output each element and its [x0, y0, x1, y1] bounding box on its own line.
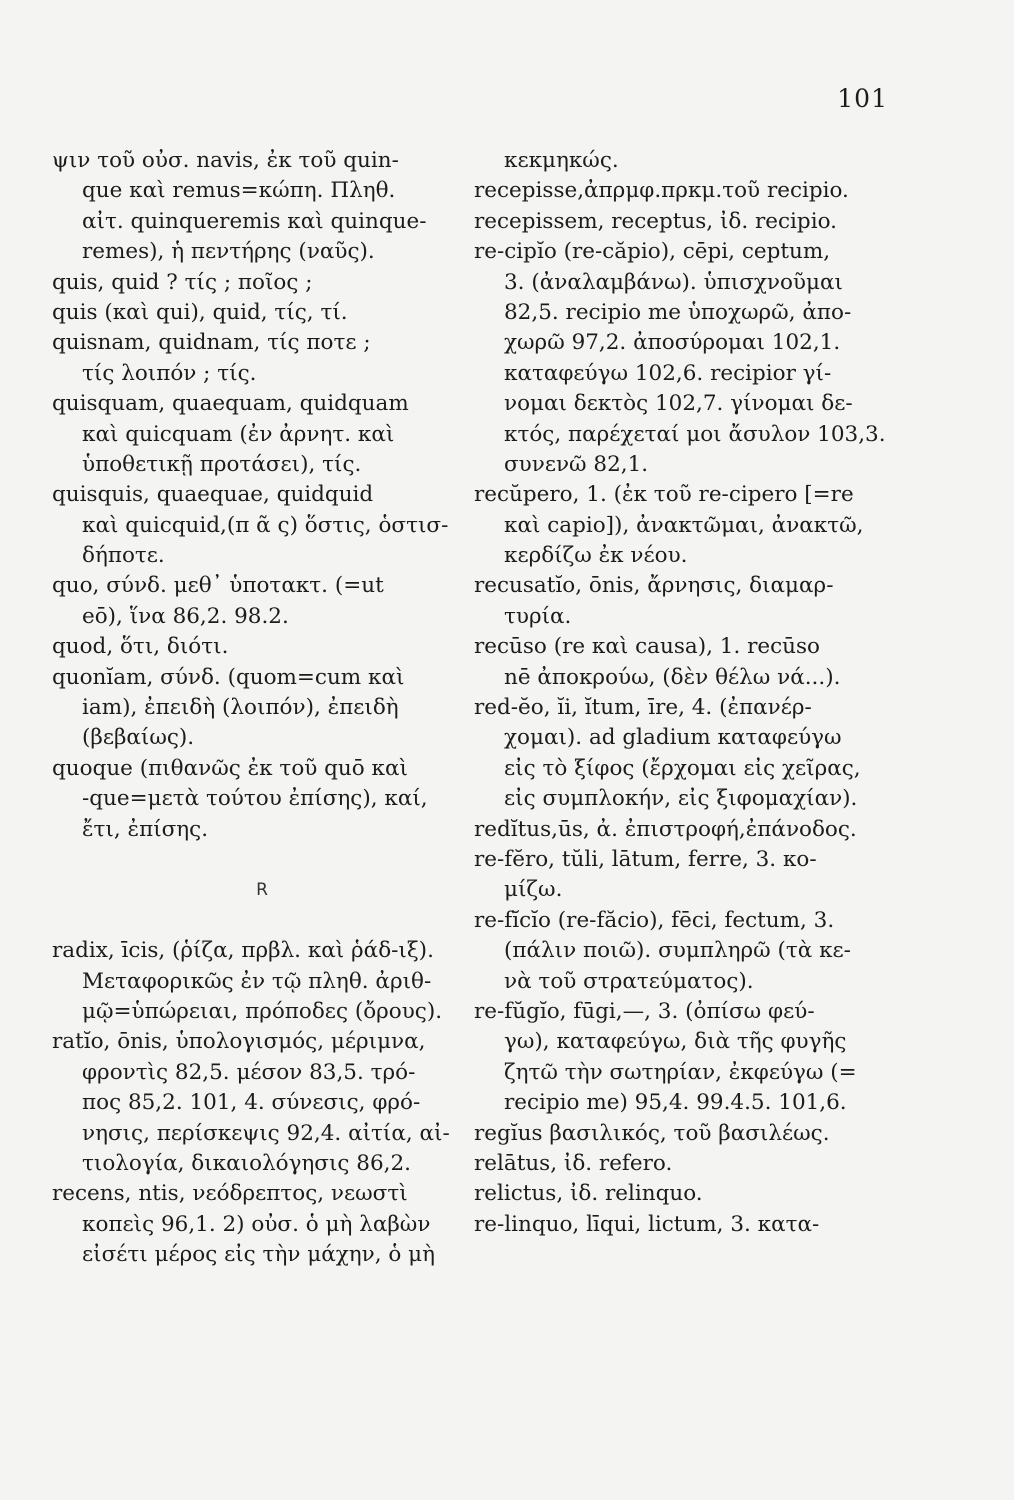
dictionary-line: συνενῶ 82,1. — [504, 451, 649, 477]
dictionary-line: quo, σύνδ. μεθ᾽ ὑποτακτ. (=ut — [52, 573, 384, 599]
dictionary-line: ζητῶ τὴν σωτηρίαν, ἐκφεύγω (= — [504, 1059, 857, 1085]
dictionary-line: καὶ quicquam (ἐν ἀρνητ. καὶ — [82, 421, 395, 447]
dictionary-line: re-fŭgĭo, fūgi,—, 3. (ὀπίσω φεύ- — [474, 998, 815, 1024]
page-number: 101 — [837, 84, 888, 113]
dictionary-line: recusatĭo, ōnis, ἄρνησις, διαμαρ- — [474, 573, 834, 599]
dictionary-line: redĭtus,ūs, ἀ. ἐπιστροφή,ἐπάνοδος. — [474, 816, 857, 842]
dictionary-line: red-ĕo, ĭi, ĭtum, īre, 4. (ἐπανέρ- — [474, 695, 812, 721]
dictionary-line: regĭus βασιλικός, τοῦ βασιλέως. — [474, 1120, 830, 1146]
dictionary-line: quis, quid ? τίς ; ποῖος ; — [52, 269, 313, 295]
dictionary-line: eō), ἵνα 86,2. 98.2. — [82, 603, 289, 629]
dictionary-line: τιολογία, δικαιολόγησις 86,2. — [82, 1150, 411, 1176]
dictionary-line: recepissem, receptus, ἰδ. recipio. — [474, 208, 837, 234]
dictionary-line: νησις, περίσκεψις 92,4. αἰτία, αἰ- — [82, 1120, 450, 1146]
dictionary-line: νὰ τοῦ στρατεύματος). — [504, 968, 754, 994]
left-column — [52, 146, 472, 1270]
dictionary-line: αἰτ. quinqueremis καὶ quinque- — [82, 208, 427, 234]
dictionary-line: ψιν τοῦ οὐσ. navis, ἐκ τοῦ quin- — [52, 148, 399, 173]
dictionary-line: re-cipĭo (re-căpio), cēpi, ceptum, — [474, 239, 831, 265]
dictionary-line: recepisse,ἀπρμφ.πρκμ.τοῦ recipio. — [474, 178, 849, 204]
dictionary-line: iam), ἐπειδὴ (λοιπόν), ἐπειδὴ — [82, 695, 399, 721]
dictionary-line: κερδίζω ἐκ νέου. — [504, 543, 688, 569]
dictionary-line: relictus, ἰδ. relinquo. — [474, 1181, 703, 1207]
dictionary-line: κοπεὶς 96,1. 2) οὐσ. ὁ μὴ λαβὼν — [82, 1211, 431, 1237]
dictionary-line: recŭpero, 1. (ἐκ τοῦ re-cipero [=re — [474, 482, 854, 508]
dictionary-line: quisquam, quaequam, quidquam — [52, 391, 409, 417]
dictionary-line: εἰσέτι μέρος εἰς τὴν μάχην, ὁ μὴ — [82, 1242, 436, 1268]
dictionary-line: ratĭo, ōnis, ὑπολογισμός, μέριμνα, — [52, 1029, 426, 1055]
dictionary-line: 82,5. recipio me ὑποχωρῶ, ἀπο- — [504, 299, 852, 325]
dictionary-line: quisnam, quidnam, τίς ποτε ; — [52, 330, 371, 356]
dictionary-line: re-fĭcĭo (re-făcio), fēci, fectum, 3. — [474, 907, 835, 933]
dictionary-line: quonĭam, σύνδ. (quom=cum καὶ — [52, 664, 405, 690]
dictionary-line: nē ἀποκρούω, (δὲν θέλω νά...). — [504, 664, 841, 690]
dictionary-line: καταφεύγω 102,6. recipior γί- — [504, 360, 832, 386]
dictionary-line: μίζω. — [504, 877, 563, 903]
dictionary-line: καὶ quicquid,(π ᾶ ς) ὅστις, ὁστισ- — [82, 512, 449, 538]
dictionary-line: quis (καὶ qui), quid, τίς, τί. — [52, 299, 348, 325]
dictionary-line: 3. (ἀναλαμβάνω). ὑπισχνοῦμαι — [504, 269, 843, 295]
dictionary-line: ἔτι, ἐπίσης. — [82, 816, 209, 842]
dictionary-line: κτός, παρέχεταί μοι ἄσυλον 103,3. — [504, 421, 886, 447]
dictionary-line: re-fĕro, tŭli, lātum, ferre, 3. κο- — [474, 846, 817, 872]
dictionary-line: μῷ=ὑπώρειαι, πρόποδες (ὄρους). — [82, 998, 443, 1024]
dictionary-line: εἰς τὸ ξίφος (ἔρχομαι εἰς χεῖρας, — [504, 755, 861, 781]
dictionary-line: -que=μετὰ τούτου ἐπίσης), καί, — [82, 786, 428, 812]
dictionary-line: τυρία. — [504, 603, 572, 629]
dictionary-line: εἰς συμπλοκήν, εἰς ξιφομαχίαν). — [504, 786, 858, 812]
dictionary-line: que καὶ remus=κώπη. Πληθ. — [82, 178, 396, 204]
blank-line — [52, 845, 472, 875]
dictionary-line: (βεβαίως). — [82, 725, 195, 751]
dictionary-line: χομαι). ad gladium καταφεύγω — [504, 725, 842, 751]
dictionary-line: τίς λοιπόν ; τίς. — [82, 360, 257, 386]
dictionary-line: γω), καταφεύγω, διὰ τῆς φυγῆς — [504, 1029, 847, 1055]
dictionary-line: relātus, ἰδ. refero. — [474, 1150, 673, 1176]
dictionary-line: radix, īcis, (ῥίζα, πρβλ. καὶ ῥάδ-ιξ). — [52, 938, 434, 964]
dictionary-line: κεκμηκώς. — [504, 148, 619, 173]
dictionary-line: πος 85,2. 101, 4. σύνεσις, φρό- — [82, 1090, 421, 1116]
dictionary-line: ὑποθετικῇ προτάσει), τίς. — [82, 451, 362, 477]
dictionary-line: quisquis, quaequae, quidquid — [52, 482, 374, 508]
dictionary-line: recens, ntis, νεόδρεπτος, νεωστὶ — [52, 1181, 408, 1207]
dictionary-line: χωρῶ 97,2. ἀποσύρομαι 102,1. — [504, 330, 841, 356]
dictionary-line: καὶ capio]), ἀνακτῶμαι, ἀνακτῶ, — [504, 512, 864, 538]
section-letter: R — [256, 880, 268, 901]
dictionary-line: quod, ὅτι, διότι. — [52, 634, 229, 660]
dictionary-line: quoque (πιθανῶς ἐκ τοῦ quō καὶ — [52, 755, 408, 781]
blank-line — [52, 906, 472, 936]
dictionary-line: remes), ἡ πεντήρης (ναῦς). — [82, 239, 375, 265]
dictionary-line: Μεταφορικῶς ἐν τῷ πληθ. ἀριθ- — [82, 968, 432, 994]
dictionary-line: re-linquo, līqui, lictum, 3. κατα- — [474, 1211, 820, 1237]
dictionary-line: νομαι δεκτὸς 102,7. γίνομαι δε- — [504, 391, 853, 417]
dictionary-line: (πάλιν ποιῶ). συμπληρῶ (τὰ κε- — [504, 938, 851, 964]
dictionary-line: recūso (re καὶ causa), 1. recūso — [474, 634, 820, 660]
dictionary-line: recipio me) 95,4. 99.4.5. 101,6. — [504, 1090, 847, 1116]
dictionary-line: φροντὶς 82,5. μέσον 83,5. τρό- — [82, 1059, 416, 1085]
right-column — [474, 146, 914, 1240]
dictionary-line: δήποτε. — [82, 543, 165, 569]
